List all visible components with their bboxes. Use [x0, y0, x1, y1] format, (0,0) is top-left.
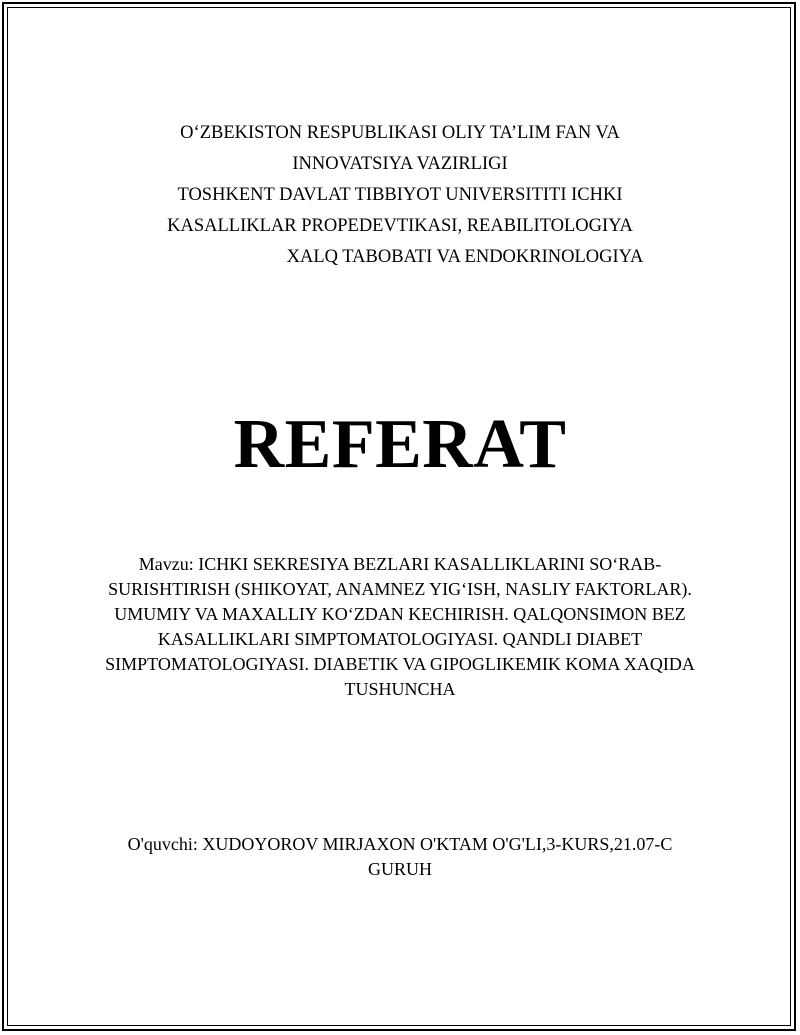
student-text: XUDOYOROV MIRJAXON O'KTAM O'G'LI,3-KURS,21.07-C GURUH: [202, 834, 673, 879]
student-block: [100, 832, 700, 882]
document-title: REFERAT: [233, 406, 567, 483]
header-line-1: O‘ZBEKISTON RESPUBLIKASI OLIY TA’LIM FAN VA: [180, 123, 620, 143]
topic-text: ICHKI SEKRESIYA BEZLARI KASALLIKLARINI SO‘RAB-SURISHTIRISH (SHIKOYAT, ANAMNEZ YIG‘ISH, NASLIY FAKTORLAR). UMUMIY VA MAXALLIY KO‘ZDAN KECHIRISH. QALQONSIMON BEZ KASALLIKLARI SIMPTOMATOLOGIYASI. QANDLI DIABET SIMPTOMATOLOGIYASI. DIABETIK VA GIPOGLIKEMIK KOMA XAQIDA TUSHUNCHA: [105, 554, 695, 699]
header-line-3: TOSHKENT DAVLAT TIBBIYOT UNIVERSITITI ICHKI: [177, 185, 623, 205]
institution-header: [0, 118, 800, 273]
header-line-5: XALQ TABOBATI VA ENDOKRINOLOGIYA: [286, 247, 644, 267]
student-label: O'quvchi:: [127, 834, 198, 854]
header-line-2: INNOVATSIYA VAZIRLIGI: [292, 154, 508, 174]
header-line-4: KASALLIKLAR PROPEDEVTIKASI, REABILITOLOGIYA: [167, 216, 633, 236]
topic-block: [100, 552, 700, 702]
topic-label: Mavzu:: [138, 554, 194, 574]
